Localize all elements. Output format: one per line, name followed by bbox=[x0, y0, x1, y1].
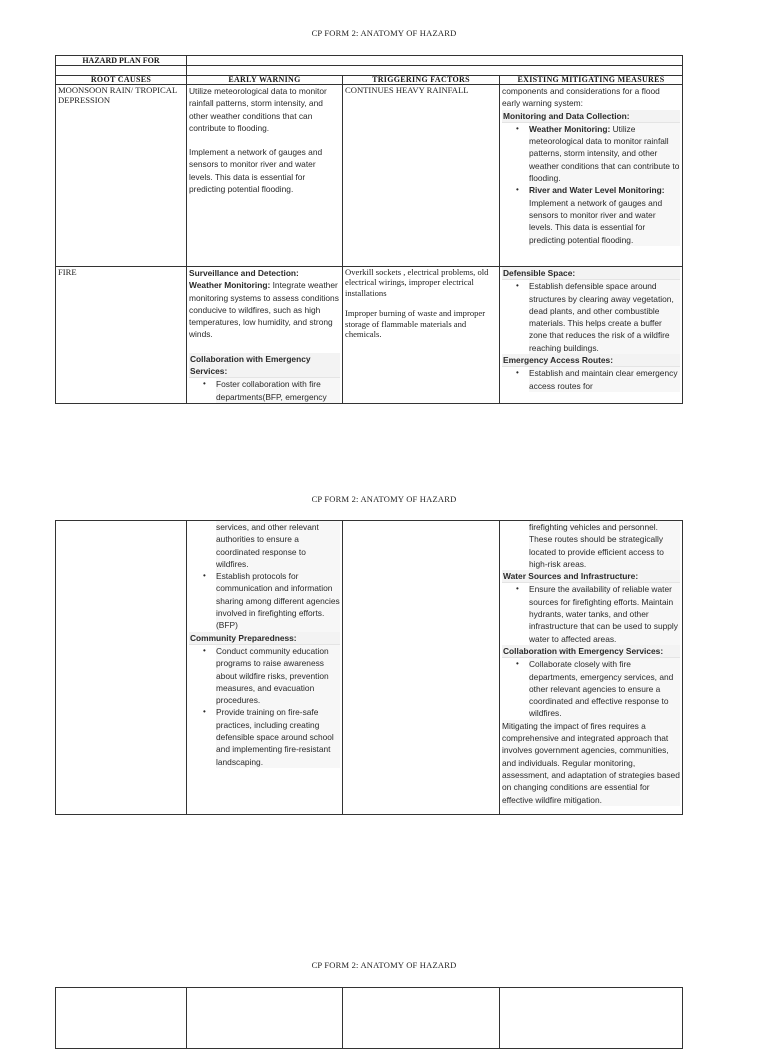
early-warning-text: Implement a network of gauges and sensors to monitor river and water levels. This data is essential for predicting potential flooding. bbox=[189, 147, 323, 195]
table-row-empty bbox=[56, 988, 683, 1049]
header-early-warning: EARLY WARNING bbox=[187, 76, 343, 85]
bullet-list bbox=[502, 367, 680, 392]
list-item: • Establish and maintain clear emergency access routes for bbox=[529, 367, 680, 392]
mitigating-fire-continued bbox=[500, 521, 683, 815]
hazard-table-1 bbox=[55, 55, 683, 404]
bullet-list bbox=[189, 378, 340, 403]
list-item bbox=[529, 123, 680, 184]
section-heading: Monitoring and Data Collection: bbox=[502, 110, 680, 123]
list-item: • Conduct community education programs to raise awareness about wildfire risks, prevention measures, and evacuation procedures. bbox=[216, 645, 340, 706]
section-heading: Defensible Space: bbox=[502, 267, 680, 280]
empty-cell bbox=[56, 988, 187, 1049]
section-heading: Water Sources and Infrastructure: bbox=[502, 570, 680, 583]
list-item: services, and other relevant authorities to ensure a coordinated response to wildfires. bbox=[216, 521, 340, 570]
item-text: Integrate weather monitoring systems to assess conditions conducive to wildfires, such as high temperatures, low humidity, and strong winds. bbox=[189, 280, 339, 340]
root-cause-fire: FIRE bbox=[56, 267, 187, 404]
section-heading: Emergency Access Routes: bbox=[502, 354, 680, 367]
empty-cell bbox=[343, 988, 500, 1049]
triggering-text: Improper burning of waste and improper storage of flammable materials and chemicals. bbox=[345, 308, 486, 340]
section-heading: Community Preparedness: bbox=[189, 632, 340, 645]
item-text: Implement a network of gauges and sensors to monitor river and water levels. This data is essential for predicting potential flooding. bbox=[529, 197, 663, 245]
triggering-fire bbox=[343, 267, 500, 404]
spacer-row bbox=[56, 66, 683, 76]
table-row-flood bbox=[56, 85, 683, 267]
section-heading: Collaboration with Emergency Services: bbox=[189, 353, 340, 379]
list-item: • Foster collaboration with fire departments(BFP, emergency bbox=[216, 378, 340, 403]
page-title-2: CP FORM 2: ANATOMY OF HAZARD bbox=[311, 494, 457, 504]
header-row bbox=[56, 76, 683, 85]
early-warning-fire-continued bbox=[187, 521, 343, 815]
early-warning-text: Utilize meteorological data to monitor rainfall patterns, storm intensity, and other weather conditions that can contribute to flooding. bbox=[189, 86, 327, 133]
table-row-fire-continued bbox=[56, 521, 683, 815]
bullet-list bbox=[502, 280, 680, 354]
triggering-text: Overkill sockets , electrical problems, old electrical wirings, improper electrical installations bbox=[345, 267, 489, 298]
list-item: • Ensure the availability of reliable water sources for firefighting efforts. Maintain hydrants, water tanks, and other infrastructure that can be used to supply water to affected areas. bbox=[529, 583, 680, 644]
bullet-list bbox=[502, 583, 680, 644]
hazard-plan-label: HAZARD PLAN FOR bbox=[56, 56, 187, 66]
section-heading: Surveillance and Detection: bbox=[189, 268, 299, 278]
item-text: Utilize meteorological data to monitor rainfall patterns, storm intensity, and other weather conditions that can contribute to flooding. bbox=[529, 123, 680, 184]
root-cause-flood: MOONSOON RAIN/ TROPICAL DEPRESSION bbox=[56, 85, 187, 267]
hazard-plan-value bbox=[187, 56, 683, 66]
header-triggering-factors: TRIGGERING FACTORS bbox=[343, 76, 500, 85]
triggering-flood: CONTINUES HEAVY RAINFALL bbox=[343, 85, 500, 267]
header-existing-mitigating: EXISTING MITIGATING MEASURES bbox=[500, 76, 683, 85]
header-root-causes: ROOT CAUSES bbox=[56, 76, 187, 85]
page-title-3: CP FORM 2: ANATOMY OF HAZARD bbox=[311, 960, 457, 970]
list-item bbox=[529, 184, 680, 245]
mitigating-fire bbox=[500, 267, 683, 404]
item-bold-label: Weather Monitoring: bbox=[529, 123, 611, 134]
page-title-1: CP FORM 2: ANATOMY OF HAZARD bbox=[311, 28, 457, 38]
bullet-list bbox=[502, 123, 680, 246]
empty-cell bbox=[187, 988, 343, 1049]
list-item: firefighting vehicles and personnel. These routes should be strategically located to provide efficient access to high-risk areas. bbox=[529, 521, 680, 570]
early-warning-flood bbox=[187, 85, 343, 267]
table-row-fire bbox=[56, 267, 683, 404]
hazard-table-2 bbox=[55, 520, 683, 815]
bullet-list bbox=[502, 658, 680, 719]
triggering-cell-empty bbox=[343, 521, 500, 815]
hazard-table-3 bbox=[55, 987, 683, 1049]
list-item: • Establish protocols for communication and information sharing among different agencies involved in firefighting efforts.(BFP) bbox=[216, 570, 340, 631]
mitigating-intro: components and considerations for a flood early warning system: bbox=[502, 86, 660, 109]
closing-paragraph: Mitigating the impact of fires requires a comprehensive and integrated approach that involves government agencies, communities, and individuals. Regular monitoring, assessment, and adaptation of strategies based on changing conditions are essential for effective wildfire mitigation. bbox=[502, 720, 680, 805]
bullet-list bbox=[189, 521, 340, 632]
list-item: • Collaborate closely with fire departments, emergency services, and other relevant agencies to ensure a coordinated and effective response to wildfires. bbox=[529, 658, 680, 719]
section-heading: Collaboration with Emergency Services: bbox=[502, 645, 680, 658]
item-bold-label: River and Water Level Monitoring: bbox=[529, 185, 665, 196]
root-cause-cell-empty bbox=[56, 521, 187, 815]
bullet-list bbox=[502, 521, 680, 570]
list-item: • Provide training on fire-safe practices, including creating defensible space around school and implementing fire-resistant landscaping. bbox=[216, 706, 340, 767]
bullet-list bbox=[189, 645, 340, 768]
mitigating-flood bbox=[500, 85, 683, 267]
list-item: • Establish defensible space around structures by clearing away vegetation, dead plants, and other combustible materials. This helps create a buffer zone that reduces the risk of a wildfire reaching buildings. bbox=[529, 280, 680, 354]
hazard-plan-row bbox=[56, 56, 683, 66]
empty-cell bbox=[500, 988, 683, 1049]
early-warning-fire bbox=[187, 267, 343, 404]
item-bold-label: Weather Monitoring: bbox=[189, 280, 271, 291]
